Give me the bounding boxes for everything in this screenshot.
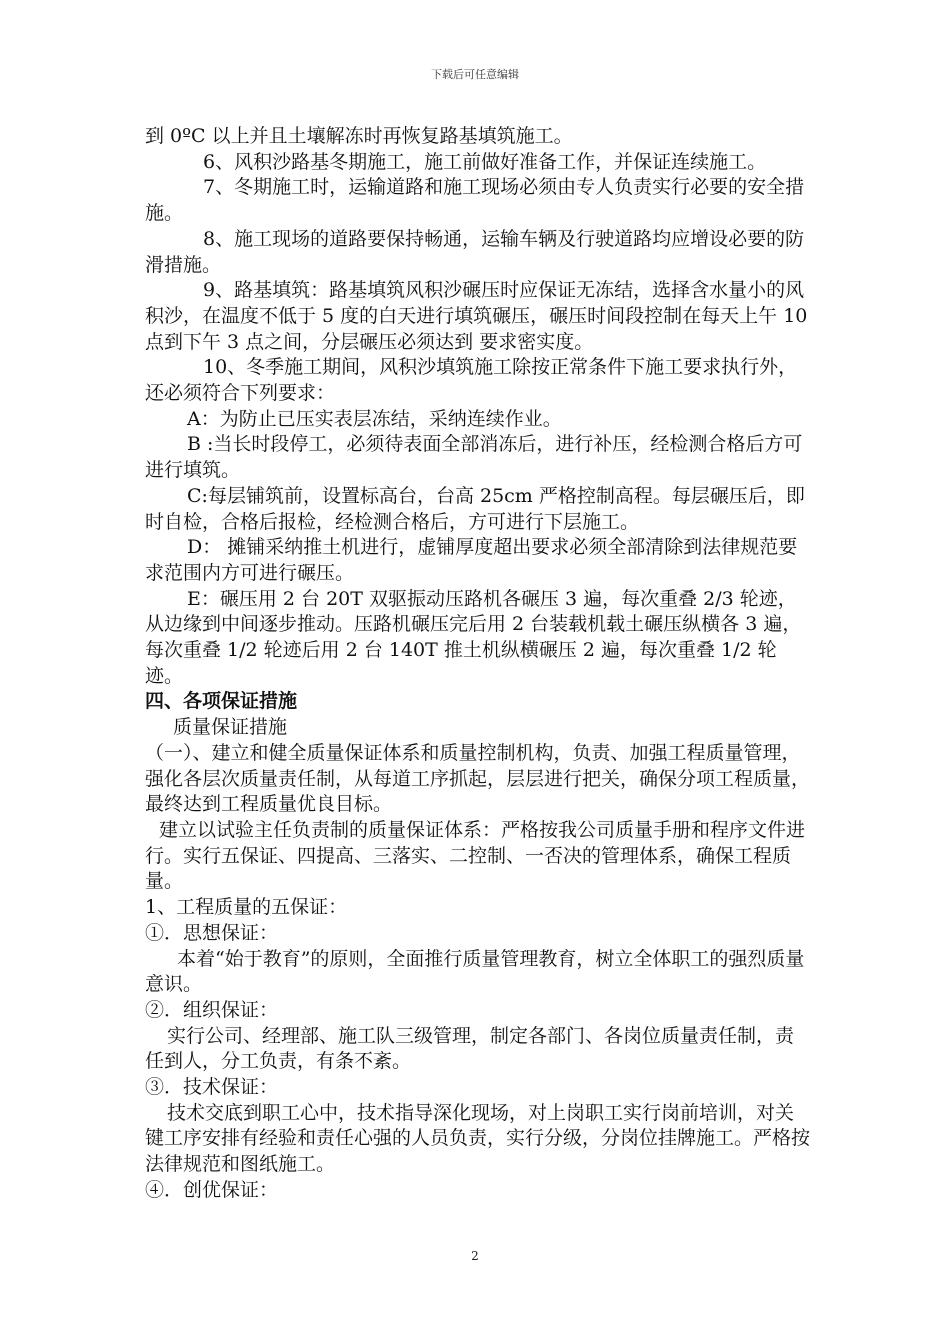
paragraph: （一）、建立和健全质量保证体系和质量控制机构，负责、加强工程质量管理，强化各层次质量责任制，从每道工序抓起，层层进行把关，确保分项工程质量，最终达到工程质量优良目标。	[145, 741, 811, 816]
paragraph: 到 0ºC 以上并且土壤解冻时再恢复路基填筑施工。	[145, 125, 573, 147]
paragraph: ①．思想保证：	[145, 921, 279, 944]
paragraph: 实行公司、经理部、施工队三级管理，制定各部门、各岗位质量责任制，责任到人，分工负责，有条不紊。	[145, 1024, 795, 1073]
paragraph: 1、工程质量的五保证：	[145, 896, 348, 919]
paragraph: 质量保证措施	[173, 716, 288, 739]
paragraph: A：为防止已压实表层冻结，采纳连续作业。	[187, 407, 562, 430]
paragraph: 6、风积沙路基冬期施工，施工前做好准备工作，并保证连续施工。	[203, 150, 767, 173]
paragraph: ④．创优保证：	[145, 1178, 279, 1201]
paragraph: 9、路基填筑：路基填筑风积沙碾压时应保证无冻结，选择含水量小的风积沙，在温度不低于 5 度的白天进行填筑碾压，碾压时间段控制在每天上午 10 点到下午 3 点之间，分层碾压必须达到 要求密实度。	[145, 279, 808, 353]
paragraph: 本着“始于教育”的原则，全面推行质量管理教育，树立全体职工的强烈质量意识。	[145, 947, 805, 996]
paragraph: B :当长时段停工，必须待表面全部消冻后，进行补压，经检测合格后方可进行填筑。	[145, 433, 803, 482]
page-header: 下载后可任意编辑	[431, 68, 519, 81]
section-heading: 四、各项保证措施	[145, 690, 298, 713]
paragraph: 建立以试验主任负责制的质量保证体系：严格按我公司质量手册和程序文件进行。实行五保证、四提高、三落实、二控制、一否决的管理体系，确保工程质量。	[145, 818, 806, 893]
paragraph: 7、冬期施工时，运输道路和施工现场必须由专人负责实行必要的安全措施。	[145, 176, 805, 225]
paragraph: ③．技术保证：	[145, 1076, 279, 1099]
paragraph: 10、冬季施工期间，风积沙填筑施工除按正常条件下施工要求执行外，还必须符合下列要求：	[145, 356, 798, 405]
paragraph: D： 摊铺采纳推土机进行，虚铺厚度超出要求必须全部清除到法律规范要求范围内方可进行碾压。	[145, 536, 798, 584]
document-body	[145, 124, 810, 1204]
paragraph: E：碾压用 2 台 20T 双驱振动压路机各碾压 3 遍，每次重叠 2/3 轮迹，从边缘到中间逐步推动。压路机碾压完后用 2 台装载机载土碾压纵横各 3 遍，每次重叠 1/2 轮迹后用 2 台 140T 推土机纵横碾压 2 遍，每次重叠 1/2 轮迹。	[145, 587, 802, 687]
page-number: 2	[471, 1249, 479, 1263]
paragraph: 8、施工现场的道路要保持畅通，运输车辆及行驶道路均应增设必要的防滑措施。	[145, 227, 805, 276]
paragraph: ②．组织保证：	[145, 998, 279, 1021]
paragraph: 技术交底到职工心中，技术指导深化现场，对上岗职工实行岗前培训，对关键工序安排有经验和责任心强的人员负责，实行分级，分岗位挂牌施工。严格按法律规范和图纸施工。	[145, 1101, 811, 1176]
paragraph: C:每层铺筑前，设置标高台，台高 25cm 严格控制高程。每层碾压后，即时自检，合格后报检，经检测合格后，方可进行下层施工。	[145, 484, 805, 533]
